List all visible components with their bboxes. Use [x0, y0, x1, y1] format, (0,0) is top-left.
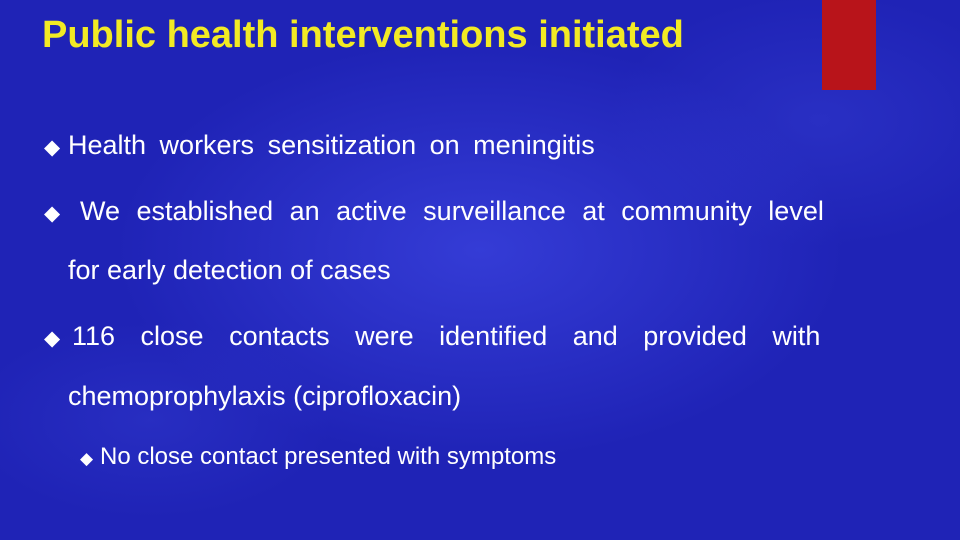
diamond-bullet-icon: ◆ — [80, 449, 94, 469]
diamond-bullet-icon: ◆ — [44, 201, 61, 225]
diamond-bullet-icon: ◆ — [44, 326, 61, 350]
red-accent-bar — [822, 0, 876, 90]
bullet-3-line-2: chemoprophylaxis (ciprofloxacin) — [68, 381, 462, 411]
sub-bullet-text: No close contact presented with symptoms — [100, 443, 557, 470]
bullet-3-line-1: 116 close contacts were identified and provided with — [72, 321, 821, 351]
bullet-2-line-1-text: We established an active surveillance at community level — [80, 196, 824, 226]
slide-title: Public health interventions initiated — [42, 14, 684, 56]
bullet-1-text: Health workers sensitization on meningitis — [68, 130, 595, 160]
diamond-bullet-icon: ◆ — [44, 135, 61, 159]
bullet-2-line-1 — [80, 195, 906, 227]
bullet-2-line-2: for early detection of cases — [68, 255, 391, 285]
